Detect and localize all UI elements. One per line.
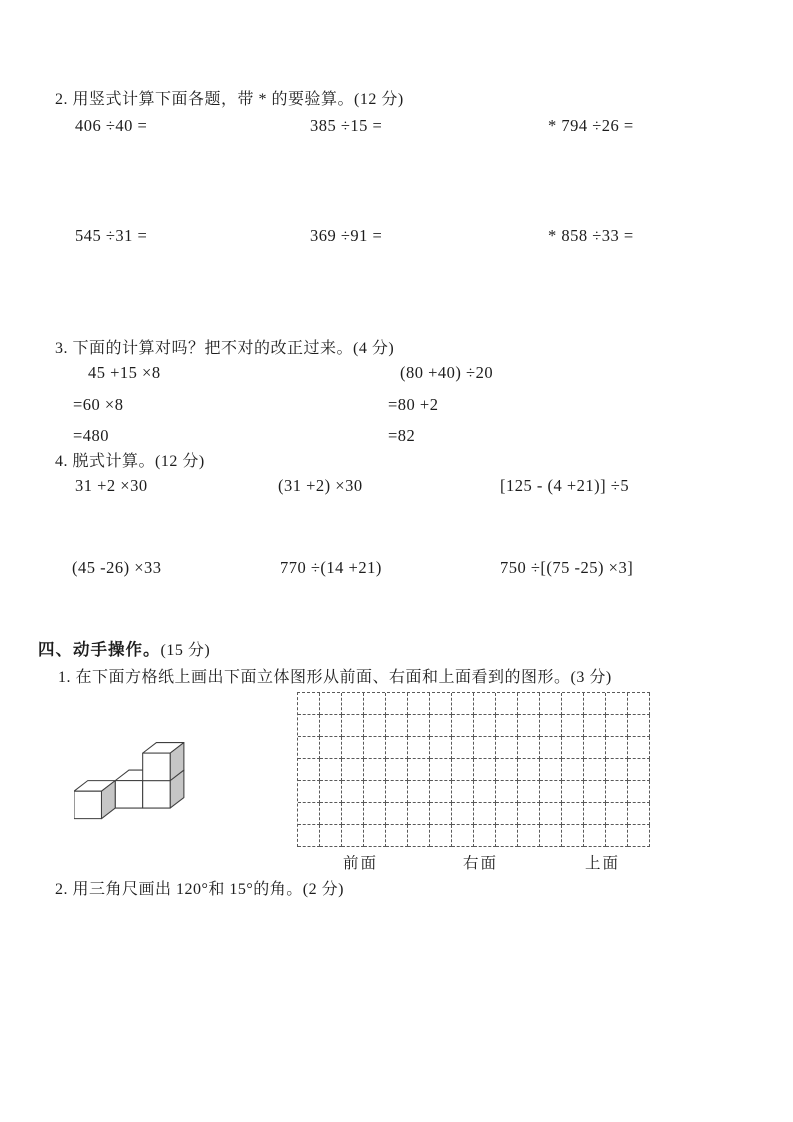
s4-item1-text: 1. 在下面方格纸上画出下面立体图形从前面、右面和上面看到的图形。(3 分) bbox=[58, 669, 612, 686]
q4-title: 4. 脱式计算。(12 分) bbox=[55, 453, 205, 470]
grid-cell bbox=[518, 825, 540, 847]
grid-cell bbox=[584, 825, 606, 847]
grid-cell bbox=[320, 825, 342, 847]
grid-cell bbox=[628, 803, 650, 825]
grid-cell bbox=[474, 781, 496, 803]
grid-cell bbox=[540, 693, 562, 715]
grid-cell bbox=[430, 825, 452, 847]
grid-cell bbox=[584, 803, 606, 825]
grid-cell bbox=[474, 737, 496, 759]
grid-cell bbox=[628, 825, 650, 847]
grid-cell bbox=[606, 737, 628, 759]
q4-expression-2: (31 +2) ×30 bbox=[278, 476, 363, 495]
q3-left-line-3: =480 bbox=[73, 426, 110, 445]
grid-cell bbox=[562, 803, 584, 825]
grid-cell bbox=[496, 737, 518, 759]
grid-cell bbox=[298, 825, 320, 847]
q2-problem-4: 545 ÷31 = bbox=[75, 226, 148, 245]
grid-cell bbox=[320, 803, 342, 825]
grid-cell bbox=[452, 693, 474, 715]
grid-cell bbox=[298, 759, 320, 781]
q4-expression-4: (45 -26) ×33 bbox=[72, 558, 162, 577]
grid-cell bbox=[562, 737, 584, 759]
q3-left-line-2: =60 ×8 bbox=[73, 395, 124, 414]
q2-problem-2: 385 ÷15 = bbox=[310, 116, 383, 135]
grid-cell bbox=[540, 759, 562, 781]
grid-cell bbox=[408, 803, 430, 825]
grid-cell bbox=[342, 693, 364, 715]
grid-cell bbox=[408, 693, 430, 715]
q3-right-line-1: (80 +40) ÷20 bbox=[400, 363, 494, 382]
grid-cell bbox=[496, 693, 518, 715]
grid-cell bbox=[386, 825, 408, 847]
grid-cell bbox=[452, 715, 474, 737]
grid-cell bbox=[606, 693, 628, 715]
grid-cell bbox=[584, 737, 606, 759]
grid-cell bbox=[584, 759, 606, 781]
grid-cell bbox=[452, 781, 474, 803]
cube-figure-svg bbox=[74, 736, 186, 821]
grid-cell bbox=[386, 781, 408, 803]
grid-label-top: 上面 bbox=[585, 855, 621, 872]
grid-cell bbox=[386, 715, 408, 737]
grid-cell bbox=[298, 737, 320, 759]
grid-cell bbox=[562, 825, 584, 847]
grid-cell bbox=[320, 737, 342, 759]
grid-cell bbox=[452, 759, 474, 781]
grid-cell bbox=[628, 781, 650, 803]
grid-cell bbox=[430, 781, 452, 803]
grid-cell bbox=[606, 781, 628, 803]
grid-cell bbox=[298, 715, 320, 737]
grid-cell bbox=[518, 737, 540, 759]
grid-cell bbox=[342, 781, 364, 803]
grid-cell bbox=[518, 803, 540, 825]
grid-cell bbox=[364, 737, 386, 759]
grid-label-right: 右面 bbox=[463, 855, 499, 872]
grid-cell bbox=[364, 781, 386, 803]
grid-cell bbox=[562, 759, 584, 781]
grid-cell bbox=[540, 737, 562, 759]
grid-cell bbox=[386, 759, 408, 781]
q3-right-line-2: =80 +2 bbox=[388, 395, 439, 414]
grid-cell bbox=[320, 759, 342, 781]
grid-cell bbox=[342, 715, 364, 737]
grid-cell bbox=[342, 737, 364, 759]
grid-cell bbox=[628, 715, 650, 737]
grid-cell bbox=[628, 759, 650, 781]
grid-cell bbox=[540, 803, 562, 825]
grid-cell bbox=[518, 715, 540, 737]
grid-cell bbox=[408, 759, 430, 781]
grid-cell bbox=[430, 715, 452, 737]
q2-problem-3: * 794 ÷26 = bbox=[548, 116, 634, 135]
grid-cell bbox=[452, 825, 474, 847]
q4-expression-3: [125 - (4 +21)] ÷5 bbox=[500, 476, 630, 495]
grid-cell bbox=[606, 803, 628, 825]
grid-cell bbox=[540, 825, 562, 847]
q2-title: 2. 用竖式计算下面各题，带 * 的要验算。(12 分) bbox=[55, 91, 404, 108]
grid-cell bbox=[606, 759, 628, 781]
q3-title: 3. 下面的计算对吗？把不对的改正过来。(4 分) bbox=[55, 340, 395, 357]
grid-cell bbox=[584, 715, 606, 737]
grid-cell bbox=[628, 693, 650, 715]
grid-cell bbox=[298, 693, 320, 715]
q3-left-line-1: 45 +15 ×8 bbox=[88, 363, 161, 382]
grid-cell bbox=[320, 715, 342, 737]
grid-cell bbox=[364, 759, 386, 781]
grid-cell bbox=[298, 781, 320, 803]
q2-problem-5: 369 ÷91 = bbox=[310, 226, 383, 245]
grid-label-front: 前面 bbox=[343, 855, 379, 872]
grid-cell bbox=[408, 781, 430, 803]
grid-cell bbox=[408, 737, 430, 759]
grid-cell bbox=[540, 781, 562, 803]
grid-cell bbox=[496, 759, 518, 781]
grid-cell bbox=[430, 737, 452, 759]
grid-cell bbox=[342, 803, 364, 825]
section4-title-score: (15 分) bbox=[160, 642, 211, 659]
grid-cell bbox=[474, 715, 496, 737]
grid-cell bbox=[386, 803, 408, 825]
view-grid bbox=[297, 692, 650, 847]
grid-cell bbox=[474, 803, 496, 825]
grid-cell bbox=[584, 693, 606, 715]
grid-cell bbox=[518, 693, 540, 715]
grid-cell bbox=[496, 825, 518, 847]
grid-cell bbox=[496, 715, 518, 737]
grid-cell bbox=[408, 715, 430, 737]
grid-cell bbox=[386, 693, 408, 715]
grid-cell bbox=[496, 781, 518, 803]
grid-cell bbox=[584, 781, 606, 803]
grid-cell bbox=[452, 737, 474, 759]
grid-cell bbox=[342, 825, 364, 847]
cube-figure-icon bbox=[74, 736, 186, 821]
q4-expression-1: 31 +2 ×30 bbox=[75, 476, 148, 495]
grid-cell bbox=[386, 737, 408, 759]
s4-item2-text: 2. 用三角尺画出 120°和 15°的角。(2 分) bbox=[55, 881, 344, 898]
grid-cell bbox=[474, 759, 496, 781]
q4-expression-5: 770 ÷(14 +21) bbox=[280, 558, 382, 577]
q4-expression-6: 750 ÷[(75 -25) ×3] bbox=[500, 558, 634, 577]
grid-cell bbox=[364, 715, 386, 737]
grid-cell bbox=[496, 803, 518, 825]
grid-cell bbox=[430, 759, 452, 781]
grid-cell bbox=[364, 825, 386, 847]
grid-cell bbox=[518, 781, 540, 803]
grid-cell bbox=[342, 759, 364, 781]
q2-problem-6: * 858 ÷33 = bbox=[548, 226, 634, 245]
q3-right-line-3: =82 bbox=[388, 426, 416, 445]
grid-cell bbox=[518, 759, 540, 781]
grid-cell bbox=[320, 781, 342, 803]
grid-cell bbox=[562, 715, 584, 737]
grid-cell bbox=[606, 825, 628, 847]
grid-cell bbox=[474, 825, 496, 847]
grid-cell bbox=[298, 803, 320, 825]
grid-cell bbox=[430, 803, 452, 825]
section4-title-text: 四、动手操作。 bbox=[38, 641, 161, 659]
section4-title bbox=[38, 636, 210, 660]
grid-cell bbox=[408, 825, 430, 847]
grid-cell bbox=[364, 693, 386, 715]
grid-cell bbox=[628, 737, 650, 759]
grid-cell bbox=[452, 803, 474, 825]
grid-cell bbox=[320, 693, 342, 715]
grid-cell bbox=[474, 693, 496, 715]
q2-problem-1: 406 ÷40 = bbox=[75, 116, 148, 135]
grid-cell bbox=[562, 781, 584, 803]
grid-cell bbox=[430, 693, 452, 715]
grid-cell bbox=[606, 715, 628, 737]
grid-cell bbox=[364, 803, 386, 825]
grid-cell bbox=[540, 715, 562, 737]
grid-cell bbox=[562, 693, 584, 715]
